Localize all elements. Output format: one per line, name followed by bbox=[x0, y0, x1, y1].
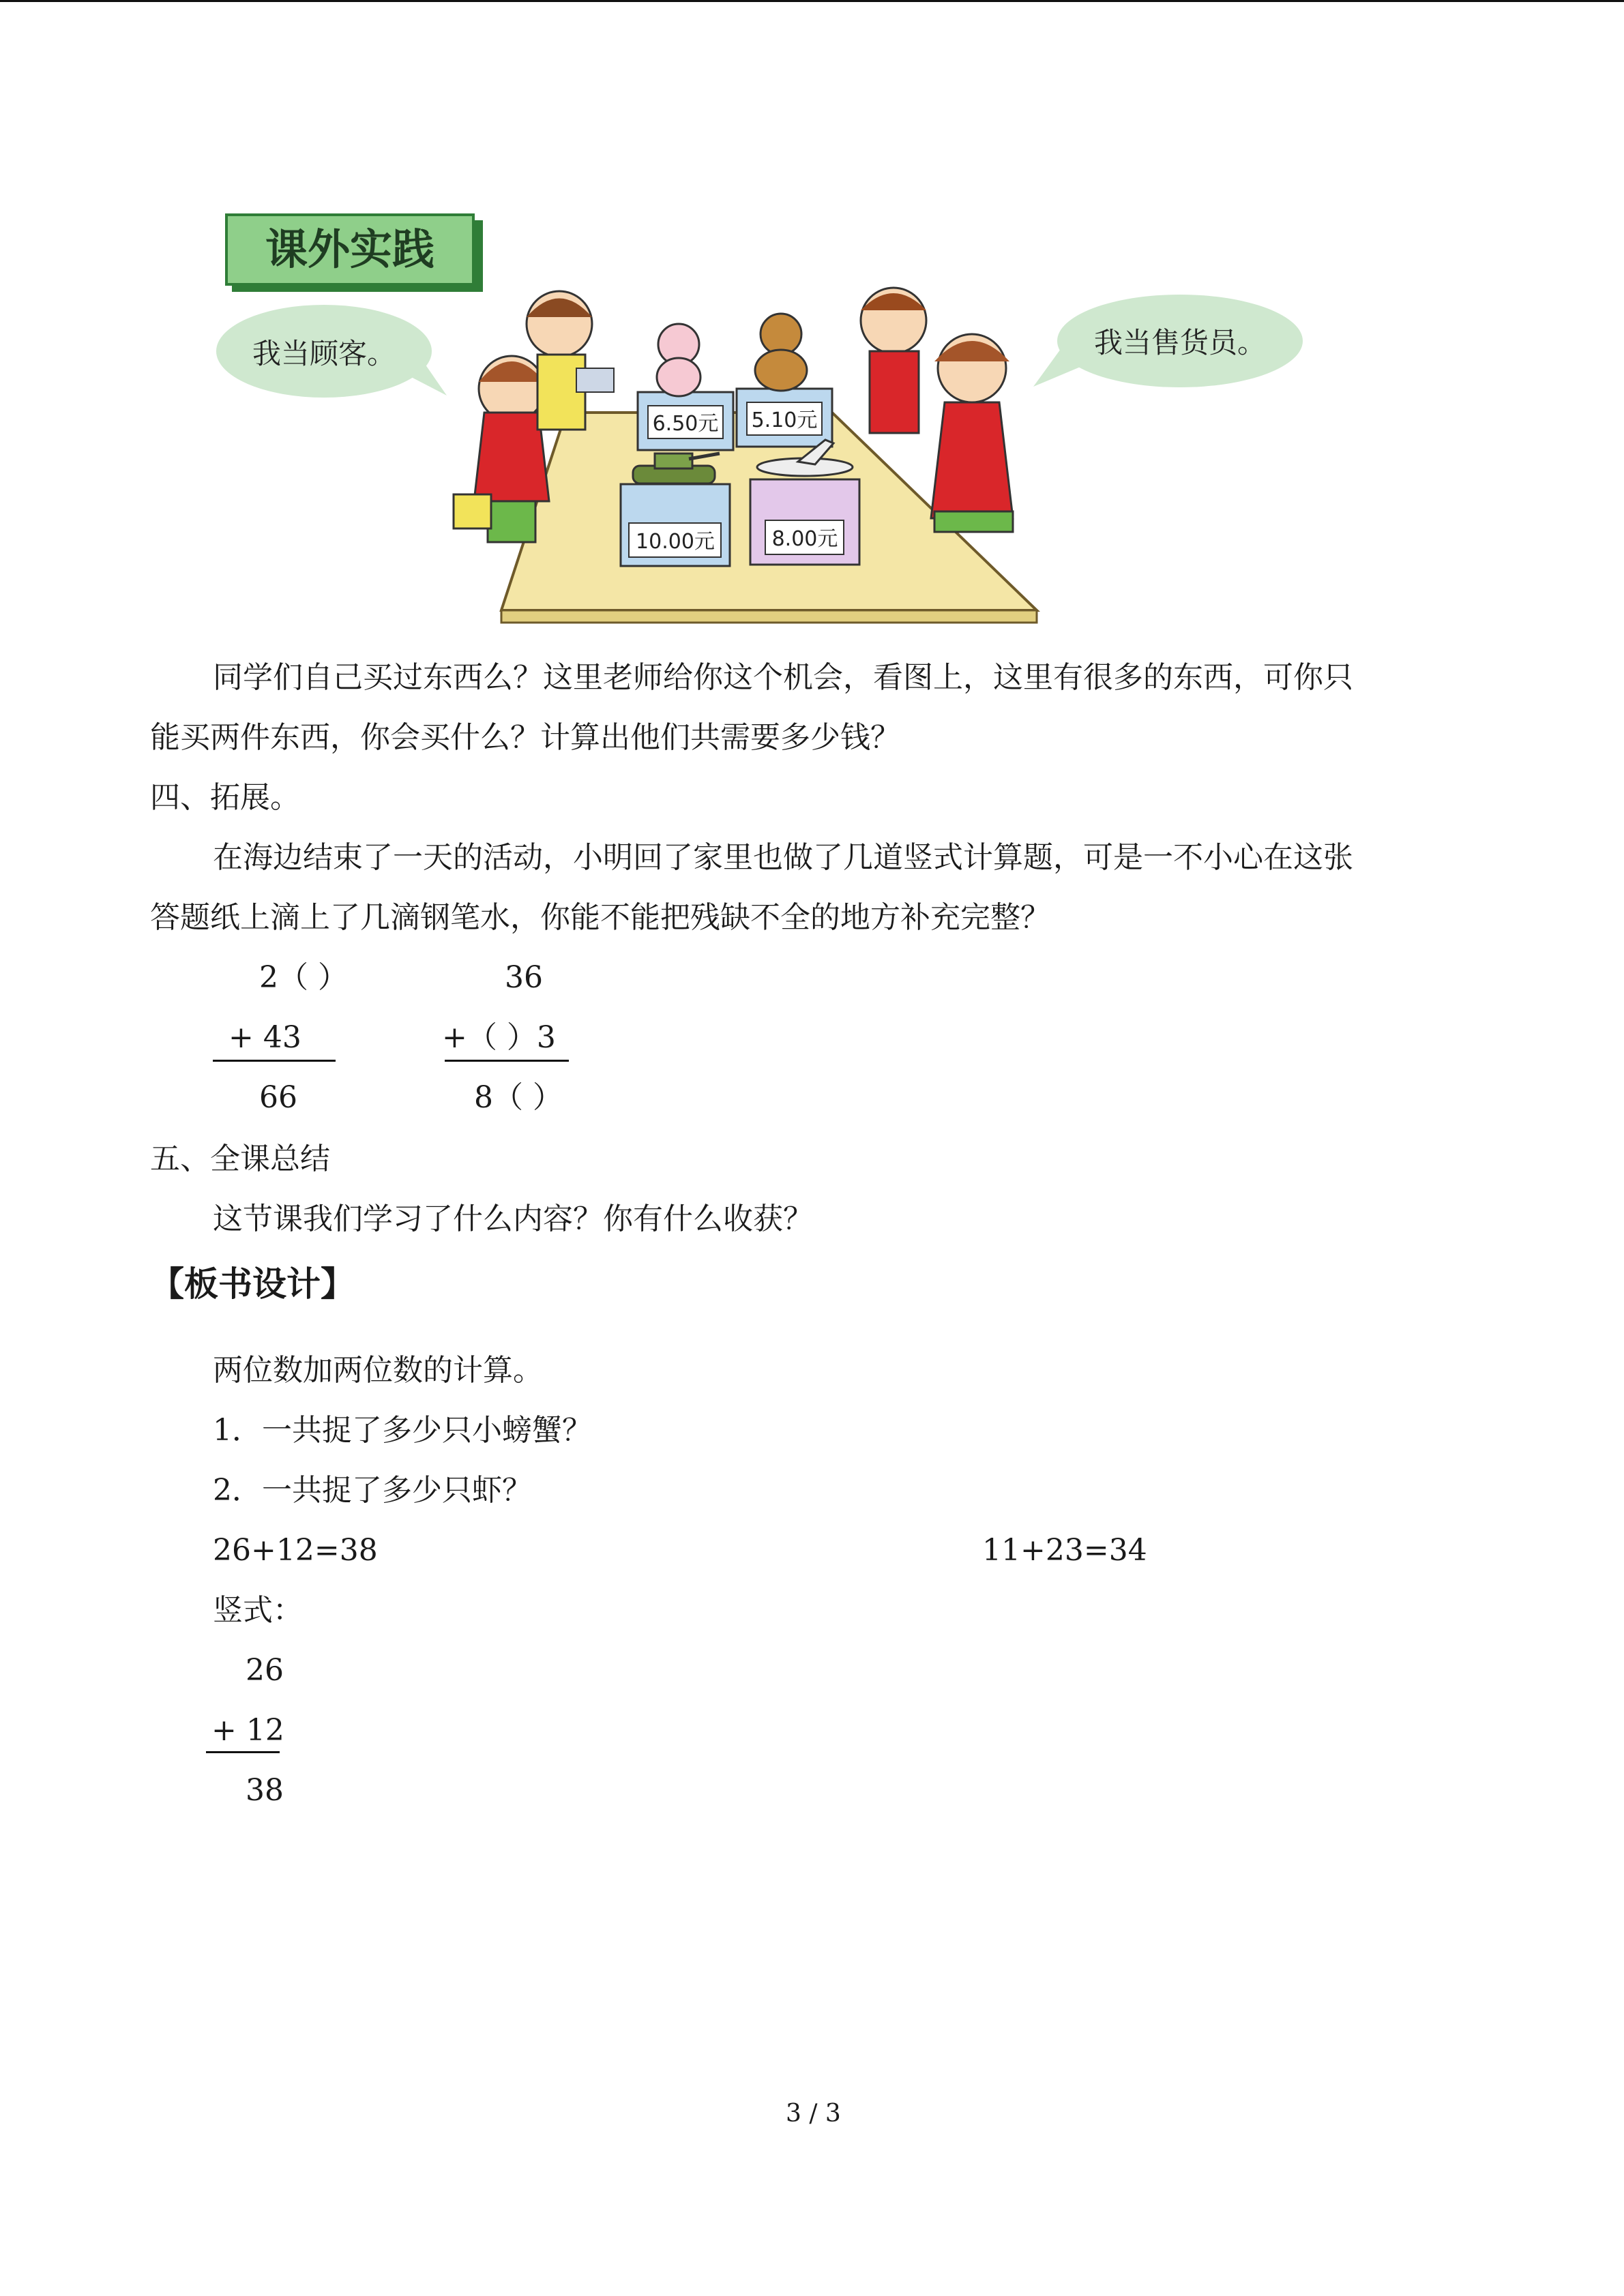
paragraph-1-line-1: 同学们自己买过东西么？这里老师给你这个机会，看图上，这里有很多的东西，可你只 bbox=[213, 660, 1353, 695]
girl-customer bbox=[454, 356, 549, 542]
paragraph-2-line-1: 在海边结束了一天的活动，小明回了家里也做了几道竖式计算题，可是一不小心在这张 bbox=[213, 840, 1353, 875]
boy-customer bbox=[527, 291, 614, 430]
board-line-1: 两位数加两位数的计算。 bbox=[213, 1353, 543, 1388]
vert-mid: + 12 bbox=[211, 1713, 284, 1748]
boy-clerk bbox=[861, 288, 926, 433]
monkey-toy bbox=[755, 314, 807, 391]
calc2-rule bbox=[445, 1060, 569, 1062]
calc1-mid: + 43 bbox=[228, 1020, 301, 1055]
board-line-2: 1．一共捉了多少只小螃蟹？ bbox=[213, 1413, 592, 1448]
bubble-left-text: 我当顾客。 bbox=[252, 337, 396, 370]
equation-2: 11+23=34 bbox=[982, 1533, 1147, 1568]
calc1-rule bbox=[213, 1060, 336, 1062]
price-3: 10.00元 bbox=[636, 530, 715, 554]
calc2-mid: +（ ）3 bbox=[442, 1020, 556, 1055]
doll-toy bbox=[657, 324, 700, 396]
page-number: 3 / 3 bbox=[786, 2100, 841, 2128]
girl-clerk bbox=[931, 334, 1013, 532]
top-border bbox=[0, 0, 1624, 2]
vert-bottom: 38 bbox=[246, 1773, 284, 1808]
board-line-3: 2．一共捉了多少只虾？ bbox=[213, 1473, 532, 1508]
vertical-form-label: 竖式： bbox=[213, 1593, 303, 1628]
paragraph-2-line-2: 答题纸上滴上了几滴钢笔水，你能不能把残缺不全的地方补充完整？ bbox=[150, 900, 1050, 935]
calc2-top: 36 bbox=[505, 960, 543, 995]
vert-top: 26 bbox=[246, 1653, 284, 1688]
price-1: 6.50元 bbox=[652, 412, 719, 436]
paragraph-1-line-2: 能买两件东西，你会买什么？计算出他们共需要多少钱？ bbox=[150, 720, 900, 755]
bubble-right-text: 我当售货员。 bbox=[1093, 326, 1267, 359]
section-4-heading: 四、拓展。 bbox=[150, 780, 300, 815]
calc1-bottom: 66 bbox=[259, 1080, 297, 1115]
section-5-heading: 五、全课总结 bbox=[150, 1142, 330, 1176]
price-4: 8.00元 bbox=[771, 527, 838, 551]
calc1-top: 2（ ） bbox=[259, 960, 348, 995]
shopping-illustration bbox=[211, 208, 1310, 631]
board-design-heading: 【板书设计】 bbox=[150, 1264, 355, 1304]
price-2: 5.10元 bbox=[751, 408, 818, 432]
vert-rule bbox=[206, 1751, 280, 1753]
equation-1: 26+12=38 bbox=[213, 1533, 378, 1568]
calc2-bottom: 8（ ） bbox=[474, 1080, 563, 1115]
illustration-title: 课外实践 bbox=[265, 224, 435, 274]
paragraph-3: 这节课我们学习了什么内容？你有什么收获？ bbox=[213, 1202, 813, 1236]
table-edge bbox=[501, 610, 1037, 623]
